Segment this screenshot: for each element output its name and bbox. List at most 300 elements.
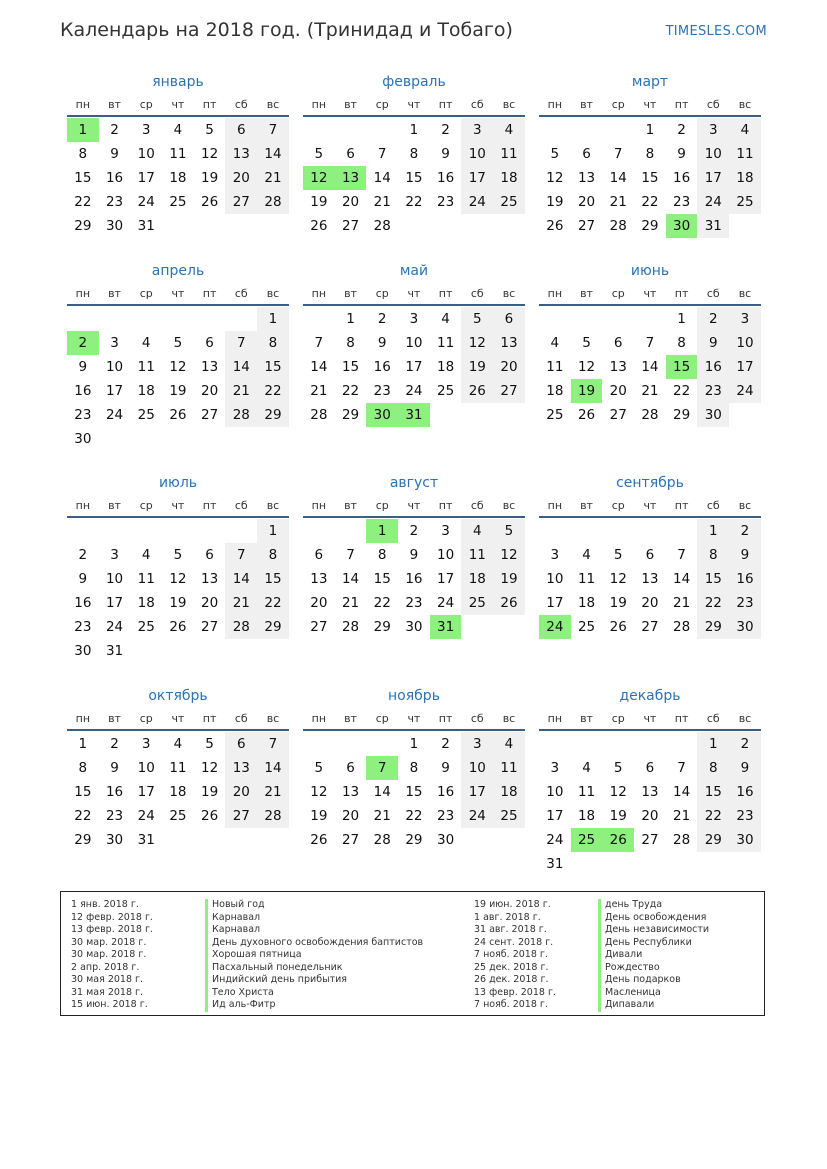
day-cell: 28: [609, 218, 627, 234]
day-cell: 25: [546, 407, 564, 423]
day-cell: 21: [609, 194, 627, 210]
day-cell: 15: [74, 784, 92, 800]
weekday-header: [303, 94, 525, 117]
day-cell: 8: [409, 760, 419, 776]
day-cell: 28: [673, 832, 691, 848]
day-cell: 9: [110, 146, 119, 162]
day-cell: 29: [341, 407, 360, 423]
day-cell: 24: [105, 619, 124, 635]
day-cell: 29: [74, 218, 92, 234]
weekday-label: чт: [643, 712, 657, 725]
day-cell: 28: [225, 403, 257, 427]
day-cell: 8: [377, 547, 387, 563]
legend-holiday-name: день Труда: [598, 899, 709, 912]
day-cell: 11: [169, 760, 187, 776]
day-cell: 23: [729, 591, 761, 615]
day-cell: 6: [225, 118, 257, 142]
day-cell: 27: [641, 619, 659, 635]
legend-holiday-name: Ид аль-Фитр: [205, 999, 423, 1012]
day-cell: 19: [310, 808, 328, 824]
empty-cell: [225, 519, 257, 543]
holiday-day-cell: 2: [67, 331, 99, 355]
day-cell: 13: [225, 142, 257, 166]
day-cell: 26: [493, 591, 525, 615]
weekday-label: чт: [643, 98, 657, 111]
day-cell: 19: [201, 170, 219, 186]
weekday-label: пн: [75, 287, 91, 300]
day-cell: 12: [201, 146, 219, 162]
day-cell: 3: [461, 118, 493, 142]
day-cell: 2: [729, 732, 761, 756]
day-cell: 5: [550, 146, 560, 162]
weekday-header: [303, 708, 525, 731]
weekday-header: [303, 283, 525, 306]
month-name: сентябрь: [616, 475, 684, 491]
legend-date: 2 апр. 2018 г.: [71, 961, 140, 973]
day-cell: 7: [677, 760, 686, 776]
day-cell: 5: [205, 736, 214, 752]
weekday-label: вс: [502, 287, 516, 300]
day-cell: 22: [405, 194, 423, 210]
day-cell: 4: [582, 547, 591, 563]
day-cell: 7: [257, 732, 289, 756]
holiday-day-cell: 31: [430, 615, 462, 639]
day-cell: 30: [74, 643, 92, 659]
day-cell: 4: [173, 122, 183, 138]
day-cell: 10: [546, 571, 564, 587]
weekday-header: [67, 94, 289, 117]
day-cell: 16: [74, 595, 92, 611]
day-cell: 14: [673, 571, 691, 587]
day-cell: 17: [729, 355, 761, 379]
day-cell: 24: [437, 595, 455, 611]
day-cell: 7: [377, 146, 387, 162]
day-cell: 9: [441, 146, 450, 162]
day-cell: 5: [582, 335, 591, 351]
day-cell: 24: [546, 832, 564, 848]
day-cell: 24: [697, 190, 729, 214]
day-cell: 12: [609, 784, 627, 800]
day-cell: 25: [169, 194, 187, 210]
day-cell: 17: [405, 359, 423, 375]
day-cell: 3: [409, 311, 419, 327]
weekday-label: вс: [738, 287, 752, 300]
day-cell: 3: [697, 118, 729, 142]
day-cell: 26: [546, 218, 564, 234]
day-cell: 9: [110, 760, 119, 776]
day-cell: 29: [673, 407, 691, 423]
day-cell: 6: [205, 335, 214, 351]
day-cell: 24: [137, 808, 155, 824]
legend-date: 7 нояб. 2018 г.: [474, 949, 548, 960]
month-8: [303, 475, 525, 639]
day-cell: 6: [582, 146, 591, 162]
weekday-header: [67, 495, 289, 518]
weekday-label: вт: [344, 712, 357, 725]
day-cell: 9: [441, 760, 450, 776]
legend-holiday-name: День духовного освобождения баптистов: [205, 937, 423, 950]
day-cell: 28: [257, 804, 289, 828]
day-cell: 12: [310, 784, 328, 800]
weekday-label: вс: [266, 287, 280, 300]
day-cell: 5: [493, 519, 525, 543]
weekday-label: вс: [738, 499, 752, 512]
day-cell: 19: [169, 383, 187, 399]
day-cell: 15: [341, 359, 360, 375]
day-cell: 9: [729, 756, 761, 780]
day-cell: 30: [697, 403, 729, 427]
day-cell: 16: [729, 567, 761, 591]
day-grid: [303, 732, 525, 852]
day-cell: 23: [74, 407, 92, 423]
day-cell: 4: [141, 547, 151, 563]
day-cell: 30: [105, 218, 124, 234]
empty-cell: [303, 519, 335, 543]
day-cell: 16: [673, 170, 691, 186]
day-cell: 28: [373, 218, 391, 234]
day-cell: 21: [257, 780, 289, 804]
day-cell: 29: [74, 832, 92, 848]
empty-cell: [539, 519, 571, 543]
day-cell: 2: [110, 122, 119, 138]
empty-cell: [162, 307, 194, 331]
day-cell: 25: [137, 619, 155, 635]
legend-holiday-name: Масленица: [598, 987, 709, 1000]
day-cell: 31: [546, 856, 564, 872]
month-4: [67, 263, 289, 451]
day-cell: 22: [673, 383, 691, 399]
weekday-label: пт: [438, 287, 453, 300]
day-cell: 21: [310, 383, 328, 399]
empty-cell: [571, 519, 603, 543]
day-cell: 8: [697, 756, 729, 780]
weekday-label: ср: [139, 712, 153, 725]
day-cell: 8: [677, 335, 686, 351]
day-cell: 31: [697, 214, 729, 238]
day-cell: 6: [645, 547, 655, 563]
day-cell: 7: [257, 118, 289, 142]
legend-date: 31 авг. 2018 г.: [474, 924, 547, 935]
day-cell: 15: [74, 170, 92, 186]
day-cell: 20: [225, 166, 257, 190]
page-title: Календарь на 2018 год. (Тринидад и Тобаго): [60, 19, 513, 41]
empty-cell: [67, 519, 99, 543]
day-cell: 12: [169, 359, 187, 375]
month-6: [539, 263, 761, 427]
day-cell: 29: [697, 615, 729, 639]
day-cell: 16: [437, 784, 455, 800]
legend-holiday-name: Рождество: [598, 962, 709, 975]
day-cell: 15: [257, 355, 289, 379]
legend-holiday-name: Индийский день прибытия: [205, 974, 423, 987]
day-cell: 1: [257, 307, 289, 331]
weekday-label: вт: [108, 287, 121, 300]
day-cell: 11: [437, 335, 455, 351]
holiday-day-cell: 7: [366, 756, 398, 780]
empty-cell: [602, 307, 634, 331]
day-cell: 1: [346, 311, 355, 327]
day-cell: 15: [405, 784, 423, 800]
day-cell: 30: [729, 615, 761, 639]
day-cell: 16: [437, 170, 455, 186]
day-cell: 6: [225, 732, 257, 756]
month-name: март: [631, 74, 669, 90]
day-cell: 12: [577, 359, 596, 375]
weekday-label: пт: [674, 98, 689, 111]
weekday-label: пт: [202, 712, 217, 725]
day-cell: 2: [441, 736, 450, 752]
day-cell: 8: [78, 760, 88, 776]
day-cell: 11: [577, 784, 596, 800]
day-cell: 27: [577, 218, 596, 234]
weekday-label: сб: [470, 712, 484, 725]
day-cell: 20: [201, 383, 219, 399]
weekday-label: пн: [311, 712, 327, 725]
day-cell: 21: [673, 808, 691, 824]
legend-date: 1 авг. 2018 г.: [474, 911, 541, 923]
day-cell: 13: [201, 359, 219, 375]
day-cell: 12: [201, 760, 219, 776]
day-cell: 22: [697, 804, 729, 828]
day-cell: 17: [461, 166, 493, 190]
day-cell: 9: [409, 547, 419, 563]
day-cell: 27: [493, 379, 525, 403]
day-cell: 2: [409, 523, 419, 539]
empty-cell: [539, 732, 571, 756]
day-grid: [67, 118, 289, 238]
legend-date: 31 мая 2018 г.: [71, 986, 144, 998]
day-cell: 1: [409, 736, 419, 752]
weekday-label: чт: [171, 499, 185, 512]
day-cell: 11: [137, 359, 155, 375]
legend-holiday-name: День Республики: [598, 937, 709, 950]
weekday-header: [539, 283, 761, 306]
holiday-day-cell: 31: [398, 403, 430, 427]
day-cell: 15: [641, 170, 659, 186]
weekday-label: пт: [202, 98, 217, 111]
weekday-label: ср: [139, 287, 153, 300]
day-cell: 10: [105, 571, 124, 587]
day-cell: 14: [641, 359, 659, 375]
day-cell: 5: [613, 547, 623, 563]
day-cell: 4: [441, 311, 450, 327]
legend-date: 26 дек. 2018 г.: [474, 974, 549, 985]
day-cell: 10: [546, 784, 564, 800]
weekday-label: сб: [706, 287, 720, 300]
weekday-label: ср: [611, 287, 625, 300]
day-cell: 1: [697, 732, 729, 756]
day-cell: 18: [493, 166, 525, 190]
weekday-label: чт: [171, 287, 185, 300]
day-cell: 30: [437, 832, 455, 848]
day-grid: [539, 307, 761, 427]
weekday-label: ср: [139, 98, 153, 111]
day-cell: 1: [645, 122, 655, 138]
day-cell: 20: [310, 595, 328, 611]
day-cell: 18: [729, 166, 761, 190]
weekday-label: вс: [502, 98, 516, 111]
day-cell: 3: [141, 736, 151, 752]
day-grid: [67, 307, 289, 451]
day-cell: 12: [461, 331, 493, 355]
day-cell: 18: [493, 780, 525, 804]
day-cell: 9: [729, 543, 761, 567]
day-cell: 22: [74, 808, 92, 824]
day-cell: 1: [697, 519, 729, 543]
day-cell: 13: [609, 359, 627, 375]
day-cell: 14: [257, 756, 289, 780]
day-grid: [303, 307, 525, 427]
day-cell: 12: [609, 571, 627, 587]
day-cell: 10: [697, 142, 729, 166]
weekday-label: вт: [344, 98, 357, 111]
weekday-header: [539, 495, 761, 518]
day-cell: 6: [645, 760, 655, 776]
day-cell: 3: [110, 547, 119, 563]
weekday-label: вс: [738, 98, 752, 111]
day-cell: 21: [373, 808, 391, 824]
day-cell: 3: [441, 523, 450, 539]
weekday-label: пт: [438, 98, 453, 111]
day-cell: 26: [461, 379, 493, 403]
day-cell: 28: [673, 619, 691, 635]
day-cell: 16: [105, 170, 124, 186]
day-cell: 3: [461, 732, 493, 756]
weekday-label: вс: [738, 712, 752, 725]
day-cell: 21: [225, 379, 257, 403]
day-cell: 14: [673, 784, 691, 800]
day-cell: 13: [310, 571, 328, 587]
month-5: [303, 263, 525, 427]
day-cell: 18: [546, 383, 564, 399]
day-cell: 31: [105, 643, 124, 659]
legend-date: 24 сент. 2018 г.: [474, 936, 554, 948]
day-cell: 4: [493, 732, 525, 756]
day-grid: [539, 732, 761, 876]
empty-cell: [634, 307, 666, 331]
weekday-label: сб: [234, 287, 248, 300]
day-cell: 5: [205, 122, 214, 138]
day-grid: [539, 519, 761, 639]
day-cell: 30: [729, 828, 761, 852]
day-cell: 17: [105, 595, 124, 611]
month-7: [67, 475, 289, 663]
day-cell: 24: [137, 194, 155, 210]
day-cell: 26: [577, 407, 596, 423]
legend-date: 12 февр. 2018 г.: [71, 911, 153, 923]
legend-holiday-name: День независимости: [598, 924, 709, 937]
day-cell: 13: [201, 571, 219, 587]
weekday-label: сб: [234, 98, 248, 111]
day-cell: 8: [346, 335, 355, 351]
month-name: январь: [152, 74, 204, 90]
month-name: апрель: [151, 263, 205, 279]
day-cell: 8: [78, 146, 88, 162]
day-cell: 4: [729, 118, 761, 142]
day-cell: 16: [105, 784, 124, 800]
brand-link[interactable]: TIMESLES.COM: [665, 24, 767, 39]
empty-cell: [634, 732, 666, 756]
holiday-day-cell: 25: [571, 828, 603, 852]
day-cell: 10: [437, 547, 455, 563]
day-cell: 23: [729, 804, 761, 828]
empty-cell: [666, 732, 698, 756]
day-cell: 11: [493, 756, 525, 780]
day-cell: 30: [105, 832, 124, 848]
day-cell: 26: [310, 218, 328, 234]
day-cell: 27: [341, 218, 360, 234]
day-cell: 16: [74, 383, 92, 399]
day-cell: 29: [405, 832, 423, 848]
day-cell: 22: [405, 808, 423, 824]
empty-cell: [571, 118, 603, 142]
month-2: [303, 74, 525, 238]
weekday-header: [67, 708, 289, 731]
legend-holiday-name: Пасхальный понедельник: [205, 962, 423, 975]
weekday-label: вс: [266, 712, 280, 725]
empty-cell: [303, 732, 335, 756]
day-cell: 23: [437, 194, 455, 210]
day-cell: 19: [201, 784, 219, 800]
day-cell: 1: [78, 736, 88, 752]
day-cell: 8: [697, 543, 729, 567]
day-cell: 3: [141, 122, 151, 138]
day-cell: 27: [341, 832, 360, 848]
weekday-label: вт: [580, 712, 593, 725]
empty-cell: [194, 519, 226, 543]
day-cell: 2: [110, 736, 119, 752]
day-cell: 25: [577, 619, 596, 635]
weekday-label: вт: [344, 499, 357, 512]
day-cell: 20: [225, 780, 257, 804]
day-cell: 12: [169, 571, 187, 587]
day-cell: 26: [169, 619, 187, 635]
day-cell: 19: [169, 595, 187, 611]
day-cell: 29: [257, 615, 289, 639]
month-11: [303, 688, 525, 852]
day-cell: 14: [373, 170, 391, 186]
weekday-header: [539, 94, 761, 117]
day-cell: 15: [405, 170, 423, 186]
holiday-day-cell: 12: [303, 166, 335, 190]
day-cell: 29: [257, 403, 289, 427]
day-cell: 28: [641, 407, 659, 423]
day-cell: 24: [405, 383, 423, 399]
day-cell: 14: [225, 567, 257, 591]
holiday-day-cell: 15: [666, 355, 698, 379]
weekday-label: пт: [202, 287, 217, 300]
day-cell: 4: [173, 736, 183, 752]
day-cell: 21: [673, 595, 691, 611]
day-cell: 23: [105, 194, 124, 210]
day-cell: 17: [137, 784, 155, 800]
day-grid: [67, 732, 289, 852]
day-cell: 5: [613, 760, 623, 776]
weekday-label: вт: [108, 98, 121, 111]
day-cell: 22: [74, 194, 92, 210]
weekday-label: пн: [311, 499, 327, 512]
day-cell: 10: [461, 142, 493, 166]
day-cell: 18: [461, 567, 493, 591]
day-cell: 1: [409, 122, 419, 138]
day-cell: 12: [493, 543, 525, 567]
day-cell: 11: [546, 359, 564, 375]
weekday-label: ср: [375, 287, 389, 300]
month-10: [67, 688, 289, 852]
day-cell: 20: [609, 383, 627, 399]
day-cell: 28: [373, 832, 391, 848]
day-cell: 10: [461, 756, 493, 780]
